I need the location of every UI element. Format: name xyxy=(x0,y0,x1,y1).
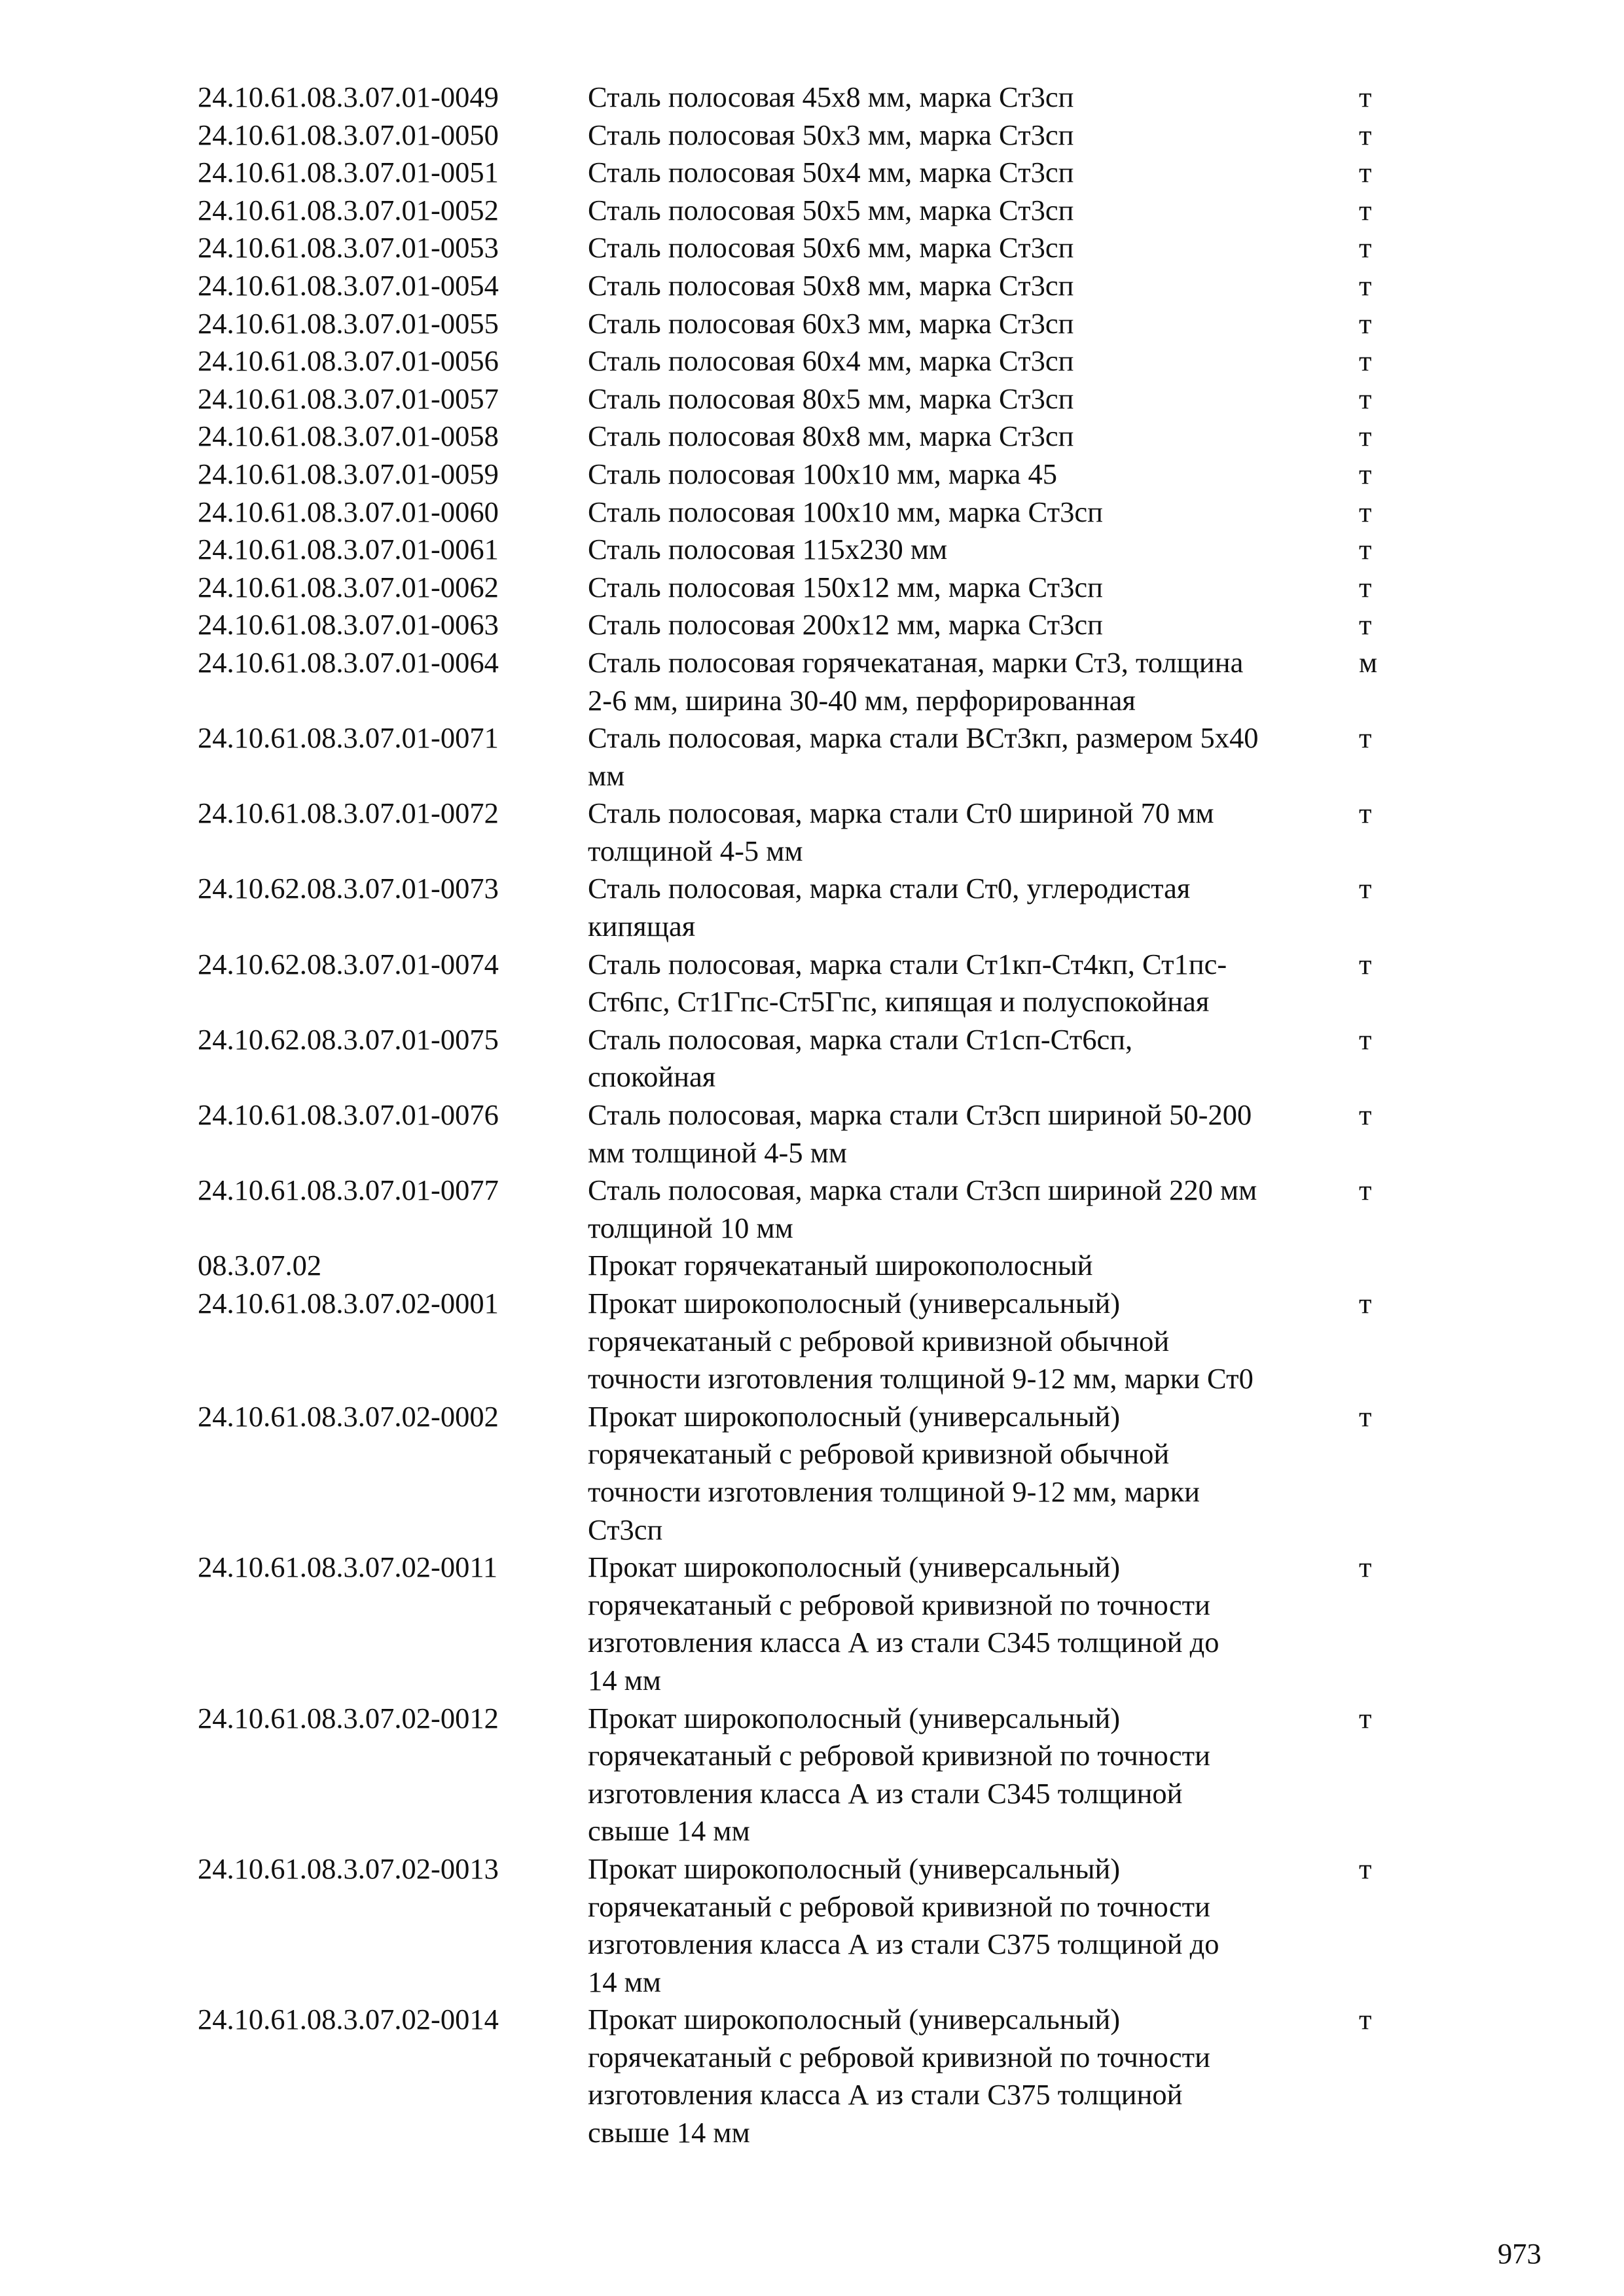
table-row xyxy=(198,418,1441,456)
table-row xyxy=(198,267,1441,305)
resource-code: 24.10.61.08.3.07.01-0076 xyxy=(198,1098,499,1132)
resource-code: 24.10.61.08.3.07.01-0060 xyxy=(198,495,499,528)
unit-of-measure: т xyxy=(1359,1701,1372,1734)
unit-of-measure: т xyxy=(1359,2003,1372,2036)
resource-code: 24.10.61.08.3.07.01-0058 xyxy=(198,420,499,453)
resource-name: Сталь полосовая, марка стали Ст3сп шириной 50-200 мм толщиной 4-5 мм xyxy=(588,1098,1252,1169)
unit-of-measure: т xyxy=(1359,1551,1372,1584)
unit-of-measure: т xyxy=(1359,156,1372,189)
resource-name: Сталь полосовая 80х5 мм, марка Ст3сп xyxy=(588,382,1074,415)
resource-table xyxy=(198,79,1441,2152)
unit-of-measure: т xyxy=(1359,1852,1372,1885)
resource-code: 24.10.61.08.3.07.01-0064 xyxy=(198,645,499,679)
table-row xyxy=(198,569,1441,607)
resource-name: Сталь полосовая, марка стали Ст0 шириной 70 мм толщиной 4-5 мм xyxy=(588,797,1214,867)
resource-code: 24.10.61.08.3.07.01-0059 xyxy=(198,457,499,490)
resource-name: Сталь полосовая горячекатаная, марки Ст3, толщина 2-6 мм, ширина 30-40 мм, перфорированная xyxy=(588,645,1244,717)
resource-name: Сталь полосовая, марка стали ВСт3кп, размером 5х40 мм xyxy=(588,721,1259,792)
resource-code: 24.10.61.08.3.07.02-0001 xyxy=(198,1287,499,1319)
unit-of-measure: т xyxy=(1359,457,1372,490)
table-row xyxy=(198,606,1441,644)
resource-name: Сталь полосовая 80х8 мм, марка Ст3сп xyxy=(588,420,1074,453)
resource-name: Сталь полосовая 100х10 мм, марка Ст3сп xyxy=(588,495,1103,528)
table-row xyxy=(198,456,1441,493)
resource-name: Сталь полосовая, марка стали Ст3сп шириной 220 мм толщиной 10 мм xyxy=(588,1174,1257,1244)
table-row xyxy=(198,380,1441,418)
resource-code: 24.10.61.08.3.07.01-0062 xyxy=(198,570,499,603)
resource-code: 24.10.62.08.3.07.01-0074 xyxy=(198,947,499,980)
resource-code: 24.10.61.08.3.07.01-0055 xyxy=(198,306,499,340)
resource-name: Прокат широкополосный (универсальный) горячекатаный с ребровой кривизной обычной точности изготовления толщиной 9-12 мм, марки Ст3сп xyxy=(588,1399,1200,1546)
unit-of-measure: т xyxy=(1359,382,1372,415)
resource-code: 24.10.61.08.3.07.01-0061 xyxy=(198,533,499,566)
table-row xyxy=(198,1172,1441,1247)
table-row xyxy=(198,342,1441,380)
unit-of-measure: т xyxy=(1359,81,1372,113)
table-row xyxy=(198,1700,1441,1850)
resource-name: Сталь полосовая, марка стали Ст1сп-Ст6сп, спокойная xyxy=(588,1022,1133,1094)
resource-name: Сталь полосовая 100х10 мм, марка 45 xyxy=(588,457,1058,490)
resource-name: Сталь полосовая 150х12 мм, марка Ст3сп xyxy=(588,570,1103,603)
table-row xyxy=(198,946,1441,1021)
resource-name: Сталь полосовая 50х8 мм, марка Ст3сп xyxy=(588,268,1074,302)
resource-code: 24.10.61.08.3.07.01-0063 xyxy=(198,608,499,641)
unit-of-measure: м xyxy=(1359,645,1378,679)
unit-of-measure: т xyxy=(1359,1287,1372,1319)
table-row xyxy=(198,117,1441,154)
unit-of-measure: т xyxy=(1359,1022,1372,1056)
resource-code: 24.10.61.08.3.07.01-0054 xyxy=(198,268,499,302)
resource-name: Сталь полосовая 45х8 мм, марка Ст3сп xyxy=(588,81,1074,113)
resource-code: 24.10.61.08.3.07.02-0014 xyxy=(198,2003,499,2036)
resource-name: Прокат широкополосный (универсальный) горячекатаный с ребровой кривизной по точности изготовления класса А из стали С345 толщиной до 14 мм xyxy=(588,1551,1219,1696)
unit-of-measure: т xyxy=(1359,872,1372,905)
resource-name: Прокат широкополосный (универсальный) горячекатаный с ребровой кривизной обычной точности изготовления толщиной 9-12 мм, марки Ст0 xyxy=(588,1287,1254,1395)
resource-name: Прокат широкополосный (универсальный) горячекатаный с ребровой кривизной по точности изготовления класса А из стали С345 толщиной свыше 14 мм xyxy=(588,1701,1210,1848)
unit-of-measure: т xyxy=(1359,306,1372,340)
resource-code: 24.10.61.08.3.07.01-0051 xyxy=(198,156,499,189)
table-row xyxy=(198,1096,1441,1172)
unit-of-measure: т xyxy=(1359,495,1372,528)
unit-of-measure: т xyxy=(1359,570,1372,603)
unit-of-measure: т xyxy=(1359,608,1372,641)
unit-of-measure: т xyxy=(1359,797,1372,830)
resource-name: Сталь полосовая, марка стали Ст0, углеродистая кипящая xyxy=(588,872,1191,943)
table-row xyxy=(198,644,1441,719)
unit-of-measure: т xyxy=(1359,344,1372,378)
resource-code: 24.10.61.08.3.07.01-0071 xyxy=(198,721,499,755)
resource-name: Сталь полосовая 200х12 мм, марка Ст3сп xyxy=(588,608,1103,641)
table-row xyxy=(198,870,1441,945)
unit-of-measure: т xyxy=(1359,193,1372,226)
unit-of-measure: т xyxy=(1359,118,1372,151)
table-row xyxy=(198,79,1441,117)
unit-of-measure: т xyxy=(1359,721,1372,755)
resource-name: Сталь полосовая 60х3 мм, марка Ст3сп xyxy=(588,306,1074,340)
table-row xyxy=(198,154,1441,192)
resource-code: 24.10.61.08.3.07.01-0072 xyxy=(198,797,499,830)
resource-name: Сталь полосовая 115х230 мм xyxy=(588,533,948,566)
table-row xyxy=(198,192,1441,230)
unit-of-measure: т xyxy=(1359,268,1372,302)
resource-name: Прокат горячекатаный широкополосный xyxy=(588,1249,1093,1282)
resource-code: 24.10.61.08.3.07.02-0012 xyxy=(198,1701,499,1734)
unit-of-measure: т xyxy=(1359,1174,1372,1207)
resource-name: Сталь полосовая, марка стали Ст1кп-Ст4кп, Ст1пс- Ст6пс, Ст1Гпс-Ст5Гпс, кипящая и полуспокойная xyxy=(588,947,1227,1018)
resource-name: Прокат широкополосный (универсальный) горячекатаный с ребровой кривизной по точности изготовления класса А из стали С375 толщиной свыше 14 мм xyxy=(588,2003,1210,2149)
table-row xyxy=(198,795,1441,870)
resource-code: 24.10.61.08.3.07.01-0052 xyxy=(198,193,499,226)
page-number: 973 xyxy=(1498,2237,1542,2270)
unit-of-measure: т xyxy=(1359,231,1372,264)
resource-name: Сталь полосовая 50х4 мм, марка Ст3сп xyxy=(588,156,1074,189)
resource-name: Прокат широкополосный (универсальный) горячекатаный с ребровой кривизной по точности изготовления класса А из стали С375 толщиной до 14 мм xyxy=(588,1852,1219,1998)
resource-code: 24.10.61.08.3.07.01-0057 xyxy=(198,382,499,415)
unit-of-measure: т xyxy=(1359,1399,1372,1433)
resource-code: 24.10.61.08.3.07.02-0002 xyxy=(198,1399,499,1433)
resource-code: 24.10.62.08.3.07.01-0075 xyxy=(198,1022,499,1056)
unit-of-measure: т xyxy=(1359,947,1372,980)
table-row xyxy=(198,1021,1441,1096)
resource-code: 24.10.61.08.3.07.01-0056 xyxy=(198,344,499,378)
table-row xyxy=(198,493,1441,531)
resource-code: 24.10.62.08.3.07.01-0073 xyxy=(198,872,499,905)
resource-code: 24.10.61.08.3.07.02-0013 xyxy=(198,1852,499,1885)
unit-of-measure: т xyxy=(1359,420,1372,453)
table-row xyxy=(198,531,1441,569)
table-row xyxy=(198,719,1441,795)
unit-of-measure: т xyxy=(1359,1098,1372,1132)
table-row xyxy=(198,1850,1441,2001)
resource-code: 24.10.61.08.3.07.02-0011 xyxy=(198,1551,498,1584)
table-row xyxy=(198,2001,1441,2151)
resource-name: Сталь полосовая 50х5 мм, марка Ст3сп xyxy=(588,193,1074,226)
resource-name: Сталь полосовая 60х4 мм, марка Ст3сп xyxy=(588,344,1074,378)
resource-name: Сталь полосовая 50х6 мм, марка Ст3сп xyxy=(588,231,1074,264)
resource-code: 24.10.61.08.3.07.01-0049 xyxy=(198,81,499,113)
resource-code: 08.3.07.02 xyxy=(198,1249,322,1282)
resource-code: 24.10.61.08.3.07.01-0077 xyxy=(198,1174,499,1207)
resource-code: 24.10.61.08.3.07.01-0053 xyxy=(198,231,499,264)
table-row xyxy=(198,1398,1441,1549)
unit-of-measure: т xyxy=(1359,533,1372,566)
table-row xyxy=(198,1285,1441,1398)
table-row xyxy=(198,1549,1441,1699)
table-row xyxy=(198,305,1441,343)
table-row xyxy=(198,1247,1441,1285)
table-row xyxy=(198,229,1441,267)
resource-name: Сталь полосовая 50х3 мм, марка Ст3сп xyxy=(588,118,1074,151)
resource-code: 24.10.61.08.3.07.01-0050 xyxy=(198,118,499,151)
